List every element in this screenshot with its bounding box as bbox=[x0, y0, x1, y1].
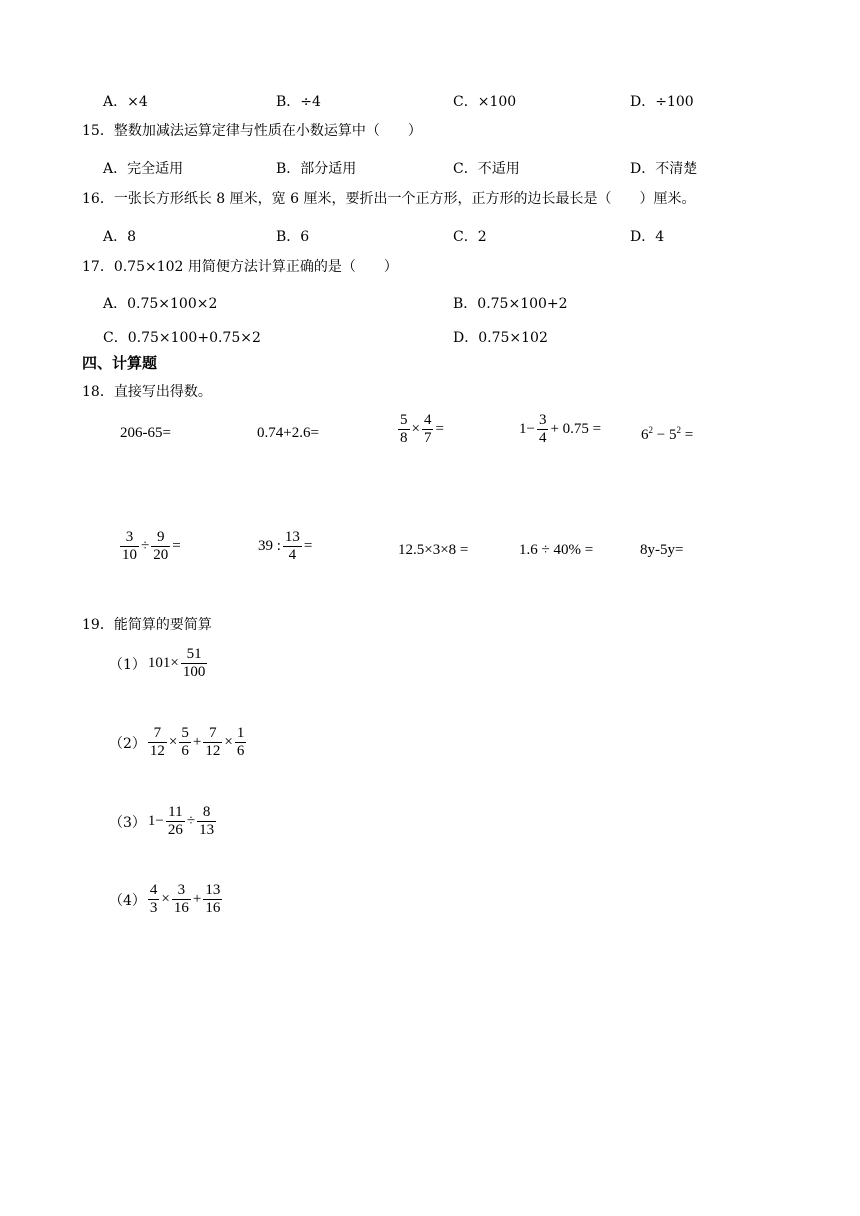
q16-option-d: D．4 bbox=[630, 229, 665, 245]
q15-option-c: C．不适用 bbox=[453, 161, 520, 177]
q18-expr-5: $6^2 - 5^2$ = bbox=[641, 425, 694, 443]
q16-option-c: C．2 bbox=[453, 229, 487, 245]
q18-expr-7: 39 : $\frac{13}{4}$ = bbox=[258, 529, 313, 563]
q18-expr-8: 12.5×3×8 = bbox=[398, 542, 469, 558]
q17-stem: 17．0.75×102 用简便方法计算正确的是（ ） bbox=[82, 259, 398, 275]
section-heading: 四、计算题 bbox=[82, 354, 158, 372]
q14-option-d: D．÷100 bbox=[630, 94, 694, 110]
q19-part-4: （4） $\frac{4}{3}$ × $\frac{3}{16}$ + $\frac{13}{16}$ bbox=[109, 882, 221, 916]
q15-option-a: A．完全适用 bbox=[103, 161, 184, 177]
q15-option-d: D．不清楚 bbox=[630, 161, 698, 177]
q18-stem: 18．直接写出得数。 bbox=[82, 384, 212, 400]
q18-expr-10: 8y-5y= bbox=[640, 542, 684, 558]
q15-stem: 15．整数加减法运算定律与性质在小数运算中（ ） bbox=[82, 123, 422, 139]
q18-expr-9: 1.6 ÷ 40% = bbox=[519, 542, 594, 558]
q16-option-a: A．8 bbox=[103, 229, 137, 245]
q14-options bbox=[0, 91, 860, 110]
q18-expr-1: 206-65= bbox=[120, 425, 171, 441]
q17-option-d: D．0.75×102 bbox=[453, 330, 548, 346]
q16-options bbox=[0, 226, 860, 245]
q17-option-a: A．0.75×100×2 bbox=[103, 296, 218, 312]
q16-option-b: B．6 bbox=[276, 229, 310, 245]
q19-part-1: （1） 101× $\frac{51}{100}$ bbox=[109, 646, 206, 680]
q15-options bbox=[0, 158, 860, 177]
q19-part-3: （3） 1− $\frac{11}{26}$ ÷ $\frac{8}{13}$ bbox=[109, 804, 215, 838]
q17-option-c: C．0.75×100+0.75×2 bbox=[103, 330, 261, 346]
q18-expr-6: $\frac{3}{10}$ ÷ $\frac{9}{20}$ = bbox=[122, 529, 181, 563]
q17-options-row1 bbox=[0, 293, 860, 312]
q18-expr-2: 0.74+2.6= bbox=[257, 425, 319, 441]
q14-option-c: C．×100 bbox=[453, 94, 517, 110]
q17-option-b: B．0.75×100+2 bbox=[453, 296, 568, 312]
q15-option-b: B．部分适用 bbox=[276, 161, 357, 177]
q18-expr-3: $\frac{5}{8}$ × $\frac{4}{7}$ = bbox=[400, 412, 444, 446]
q16-stem: 16．一张长方形纸长 8 厘米，宽 6 厘米，要折出一个正方形，正方形的边长最长是（ ）厘米。 bbox=[82, 191, 696, 207]
q19-stem: 19．能简算的要简算 bbox=[82, 617, 212, 633]
q14-option-b: B．÷4 bbox=[276, 94, 321, 110]
q19-part-2: （2） $\frac{7}{12}$ × $\frac{5}{6}$ + $\frac{7}{12}$ × $\frac{1}{6}$ bbox=[109, 725, 245, 759]
q18-expr-4: 1− $\frac{3}{4}$ + 0.75 = bbox=[519, 412, 602, 446]
q17-options-row2 bbox=[0, 327, 860, 346]
q14-option-a: A．×4 bbox=[103, 94, 148, 110]
